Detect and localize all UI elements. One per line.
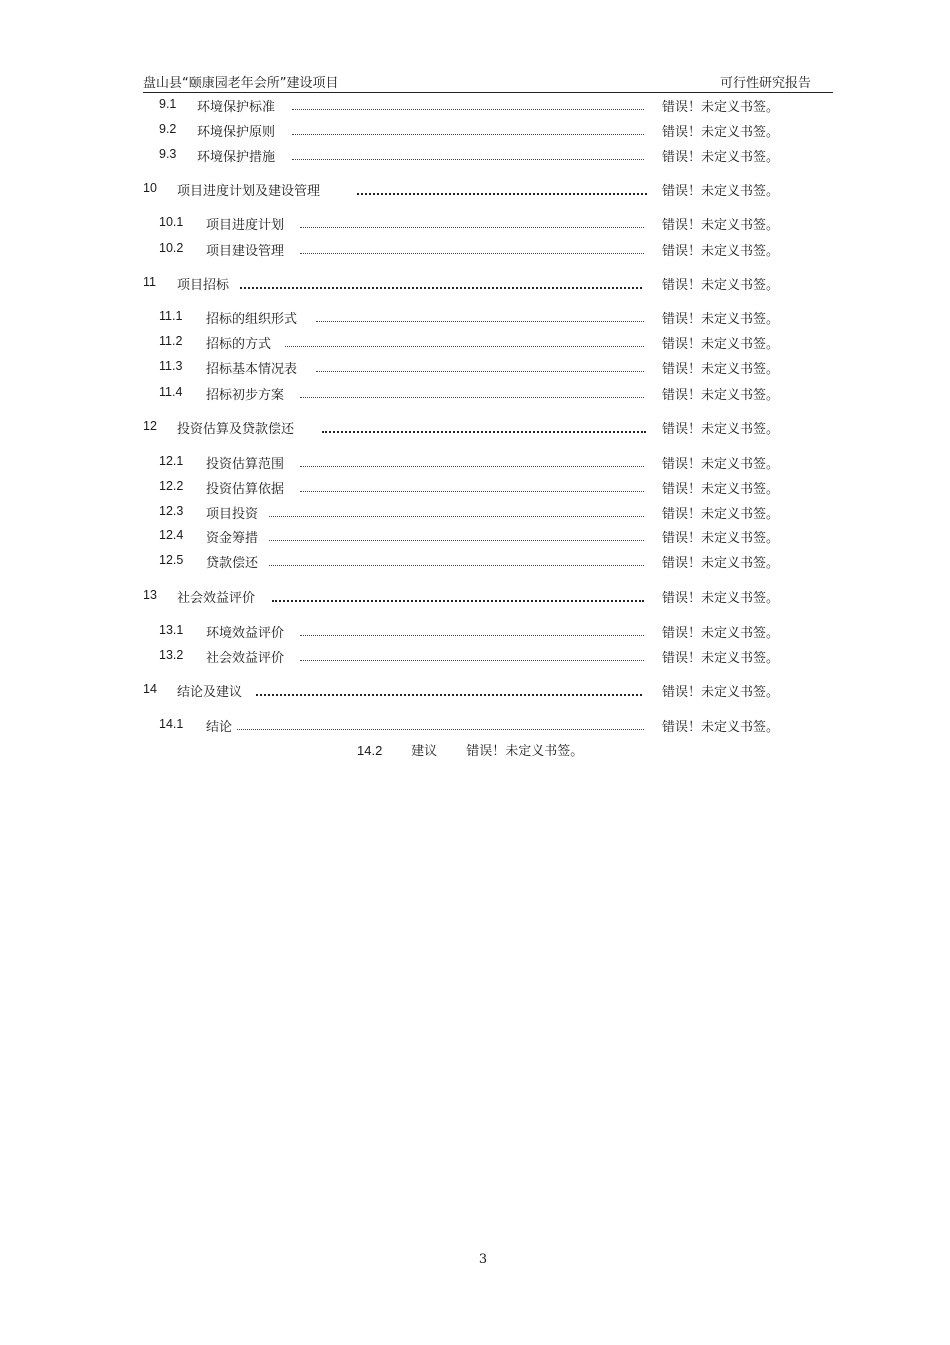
toc-entry-ref: 错误！未定义书签。 — [662, 337, 780, 352]
toc-entry[interactable] — [0, 120, 950, 140]
toc-entry-title: 贷款偿还 — [206, 556, 259, 571]
toc-leader — [322, 417, 646, 433]
toc-leader — [300, 239, 644, 254]
toc-leader — [256, 680, 642, 696]
toc-entry-title: 投资估算范围 — [206, 457, 285, 472]
toc-entry[interactable] — [0, 526, 950, 546]
toc-entry-ref: 错误！未定义书签。 — [662, 125, 780, 140]
toc-entry-number: 10.1 — [159, 215, 184, 229]
toc-entry-title: 环境效益评价 — [206, 626, 285, 641]
toc-leader — [316, 357, 644, 372]
toc-entry[interactable] — [0, 383, 950, 403]
toc-entry-title: 项目投资 — [206, 507, 259, 522]
toc-chapter-number: 14 — [143, 682, 157, 696]
toc-leader — [269, 502, 644, 517]
toc-entry-number: 9.2 — [159, 122, 177, 136]
toc-chapter-number: 12 — [143, 419, 157, 433]
toc-leader — [269, 551, 644, 566]
toc-entry-ref: 错误！未定义书签。 — [662, 218, 780, 233]
toc-chapter-title: 结论及建议 — [177, 685, 243, 700]
toc-leader — [300, 213, 644, 228]
toc-entry-ref: 错误！未定义书签。 — [662, 100, 780, 115]
toc-chapter-title: 社会效益评价 — [177, 591, 256, 606]
toc-chapter[interactable] — [0, 417, 950, 437]
toc-entry-ref: 错误！未定义书签。 — [662, 626, 780, 641]
toc-entry-title: 环境保护原则 — [197, 125, 276, 140]
toc-leader — [269, 526, 644, 541]
toc-entry[interactable] — [0, 332, 950, 352]
toc-entry-number: 12.4 — [159, 528, 184, 542]
toc-entry-number: 9.3 — [159, 147, 177, 161]
toc-entry-title: 资金筹措 — [206, 531, 259, 546]
toc-chapter-number: 13 — [143, 588, 157, 602]
toc-entry[interactable] — [0, 715, 950, 735]
page-header — [143, 70, 833, 93]
toc-entry-number: 12.2 — [159, 479, 184, 493]
toc-entry-ref: 错误！未定义书签。 — [662, 482, 780, 497]
toc-entry[interactable] — [0, 551, 950, 571]
toc-entry[interactable] — [0, 452, 950, 472]
toc-entry-number: 12.3 — [159, 504, 184, 518]
toc-entry-title: 建议 — [411, 744, 438, 759]
toc-leader — [300, 452, 644, 467]
toc-entry-number: 12.1 — [159, 454, 184, 468]
toc-chapter[interactable] — [0, 680, 950, 700]
toc-entry-last[interactable] — [357, 740, 583, 759]
toc-entry[interactable] — [0, 477, 950, 497]
toc-chapter[interactable] — [0, 586, 950, 606]
toc-leader — [240, 273, 642, 289]
toc-entry-number: 11.1 — [159, 309, 183, 323]
toc-entry-ref: 错误！未定义书签。 — [662, 362, 780, 377]
header-project-title: 盘山县“颐康园老年会所”建设项目 — [143, 76, 339, 91]
header-report-type: 可行性研究报告 — [719, 76, 811, 91]
toc-leader — [300, 383, 644, 398]
toc-chapter-ref: 错误！未定义书签。 — [662, 184, 780, 199]
toc-entry[interactable] — [0, 213, 950, 233]
toc-leader — [300, 621, 644, 636]
toc-entry-number: 13.2 — [159, 648, 184, 662]
toc-leader — [300, 646, 644, 661]
toc-entry-ref: 错误！未定义书签。 — [662, 388, 780, 403]
toc-entry-number: 14.1 — [159, 717, 184, 731]
toc-entry-title: 项目建设管理 — [206, 244, 285, 259]
toc-entry[interactable] — [0, 502, 950, 522]
toc-entry-title: 结论 — [206, 720, 233, 735]
toc-chapter[interactable] — [0, 179, 950, 199]
toc-entry-title: 环境保护措施 — [197, 150, 276, 165]
toc-chapter-title: 投资估算及贷款偿还 — [177, 422, 295, 437]
toc-entry[interactable] — [0, 95, 950, 115]
toc-entry-ref: 错误！未定义书签。 — [662, 531, 780, 546]
toc-entry-title: 招标的方式 — [206, 337, 272, 352]
toc-leader — [285, 332, 644, 347]
toc-entry-ref: 错误！未定义书签。 — [662, 150, 780, 165]
toc-entry-ref: 错误！未定义书签。 — [466, 744, 584, 759]
toc-entry-ref: 错误！未定义书签。 — [662, 457, 780, 472]
toc-leader — [292, 145, 644, 160]
toc-entry[interactable] — [0, 307, 950, 327]
toc-leader — [300, 477, 644, 492]
toc-entry-number: 14.2 — [357, 743, 383, 758]
toc-entry[interactable] — [0, 357, 950, 377]
toc-leader — [357, 179, 647, 195]
toc-chapter-title: 项目进度计划及建设管理 — [177, 184, 321, 199]
toc-chapter-number: 10 — [143, 181, 157, 195]
toc-entry-number: 12.5 — [159, 553, 184, 567]
toc-entry-title: 社会效益评价 — [206, 651, 285, 666]
toc-entry-number: 11.2 — [159, 334, 183, 348]
toc-entry-title: 项目进度计划 — [206, 218, 285, 233]
page-number: 3 — [478, 1252, 488, 1267]
toc-chapter-number: 11 — [143, 275, 156, 289]
toc-chapter-ref: 错误！未定义书签。 — [662, 685, 780, 700]
toc-entry[interactable] — [0, 646, 950, 666]
toc-entry-ref: 错误！未定义书签。 — [662, 556, 780, 571]
toc-entry-number: 9.1 — [159, 97, 177, 111]
toc-entry-number: 11.3 — [159, 359, 183, 373]
toc-chapter[interactable] — [0, 273, 950, 293]
toc-entry[interactable] — [0, 239, 950, 259]
toc-entry-title: 环境保护标准 — [197, 100, 276, 115]
toc-entry-number: 11.4 — [159, 385, 183, 399]
toc-entry-number: 13.1 — [159, 623, 184, 637]
toc-entry-title: 招标的组织形式 — [206, 312, 298, 327]
toc-entry-ref: 错误！未定义书签。 — [662, 507, 780, 522]
toc-entry-number: 10.2 — [159, 241, 184, 255]
toc-entry-ref: 错误！未定义书签。 — [662, 720, 780, 735]
toc-entry[interactable] — [0, 621, 950, 641]
toc-entry-ref: 错误！未定义书签。 — [662, 244, 780, 259]
toc-entry-ref: 错误！未定义书签。 — [662, 312, 780, 327]
toc-chapter-ref: 错误！未定义书签。 — [662, 422, 780, 437]
toc-leader — [292, 95, 644, 110]
toc-leader — [316, 307, 644, 322]
toc-entry-title: 招标初步方案 — [206, 388, 285, 403]
toc-entry-ref: 错误！未定义书签。 — [662, 651, 780, 666]
toc-chapter-ref: 错误！未定义书签。 — [662, 591, 780, 606]
toc-chapter-ref: 错误！未定义书签。 — [662, 278, 780, 293]
toc-leader — [272, 586, 644, 602]
toc-leader — [292, 120, 644, 135]
toc-entry[interactable] — [0, 145, 950, 165]
toc-leader — [237, 715, 644, 730]
toc-entry-title: 投资估算依据 — [206, 482, 285, 497]
toc-chapter-title: 项目招标 — [177, 278, 230, 293]
toc-entry-title: 招标基本情况表 — [206, 362, 298, 377]
